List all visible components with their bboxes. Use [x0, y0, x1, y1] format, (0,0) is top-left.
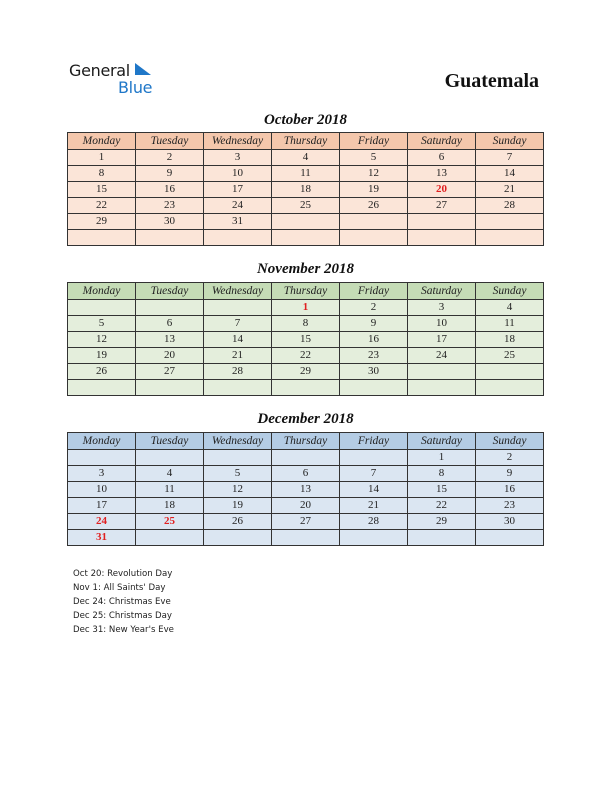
weekday-header: Monday [68, 283, 136, 300]
day-cell: 30 [136, 214, 204, 230]
day-cell [476, 530, 544, 546]
weekday-header-row [68, 283, 544, 300]
day-cell: 6 [272, 466, 340, 482]
day-cell: 16 [340, 332, 408, 348]
day-cell: 1 [68, 150, 136, 166]
week-row [68, 482, 544, 498]
week-row [68, 166, 544, 182]
day-cell: 11 [136, 482, 204, 498]
day-cell: 16 [476, 482, 544, 498]
day-cell [476, 380, 544, 396]
day-cell: 1 [272, 300, 340, 316]
day-cell [68, 230, 136, 246]
day-cell: 2 [476, 450, 544, 466]
week-row [68, 150, 544, 166]
day-cell: 6 [136, 316, 204, 332]
month-title-october: October 2018 [264, 112, 347, 128]
day-cell: 22 [272, 348, 340, 364]
day-cell: 2 [136, 150, 204, 166]
holiday-note: Oct 20: Revolution Day [73, 569, 173, 579]
day-cell [204, 530, 272, 546]
day-cell [476, 364, 544, 380]
week-row [68, 332, 544, 348]
weekday-header: Wednesday [204, 283, 272, 300]
weekday-header: Wednesday [204, 133, 272, 150]
day-cell: 1 [408, 450, 476, 466]
day-cell [136, 380, 204, 396]
day-cell: 10 [68, 482, 136, 498]
day-cell [408, 380, 476, 396]
day-cell [408, 230, 476, 246]
day-cell: 5 [204, 466, 272, 482]
calendar-december [67, 432, 544, 546]
day-cell: 4 [136, 466, 204, 482]
day-cell: 27 [136, 364, 204, 380]
day-cell: 19 [340, 182, 408, 198]
day-cell: 7 [476, 150, 544, 166]
week-row [68, 450, 544, 466]
day-cell [136, 530, 204, 546]
day-cell [136, 230, 204, 246]
day-cell [476, 230, 544, 246]
day-cell [204, 380, 272, 396]
day-cell [272, 450, 340, 466]
week-row [68, 380, 544, 396]
weekday-header-row [68, 433, 544, 450]
day-cell: 6 [408, 150, 476, 166]
day-cell: 22 [68, 198, 136, 214]
holiday-note: Dec 31: New Year's Eve [73, 625, 174, 635]
day-cell: 12 [340, 166, 408, 182]
day-cell: 17 [68, 498, 136, 514]
day-cell: 13 [408, 166, 476, 182]
logo-triangle-icon [135, 63, 151, 75]
day-cell: 7 [204, 316, 272, 332]
day-cell: 28 [340, 514, 408, 530]
month-title-november: November 2018 [256, 261, 355, 277]
week-row [68, 348, 544, 364]
day-cell: 3 [68, 466, 136, 482]
day-cell: 29 [408, 514, 476, 530]
day-cell: 5 [68, 316, 136, 332]
day-cell: 20 [408, 182, 476, 198]
day-cell [204, 300, 272, 316]
day-cell: 18 [136, 498, 204, 514]
generalblue-logo [69, 61, 169, 97]
day-cell: 23 [136, 198, 204, 214]
day-cell: 5 [340, 150, 408, 166]
week-row [68, 182, 544, 198]
day-cell: 31 [204, 214, 272, 230]
weekday-header: Friday [340, 433, 408, 450]
day-cell [204, 450, 272, 466]
day-cell: 13 [272, 482, 340, 498]
day-cell: 23 [476, 498, 544, 514]
day-cell: 8 [408, 466, 476, 482]
day-cell [340, 230, 408, 246]
day-cell [272, 380, 340, 396]
holiday-note: Dec 25: Christmas Day [73, 611, 172, 621]
day-cell: 23 [340, 348, 408, 364]
day-cell: 25 [476, 348, 544, 364]
day-cell [340, 450, 408, 466]
logo-word-general: General [69, 61, 130, 80]
weekday-header: Wednesday [204, 433, 272, 450]
day-cell: 8 [272, 316, 340, 332]
day-cell: 9 [136, 166, 204, 182]
weekday-header: Thursday [272, 133, 340, 150]
weekday-header: Monday [68, 433, 136, 450]
week-row [68, 300, 544, 316]
day-cell: 17 [408, 332, 476, 348]
day-cell [340, 530, 408, 546]
weekday-header: Sunday [476, 433, 544, 450]
weekday-header-row [68, 133, 544, 150]
day-cell [136, 450, 204, 466]
day-cell: 28 [204, 364, 272, 380]
day-cell: 21 [476, 182, 544, 198]
day-cell: 12 [68, 332, 136, 348]
day-cell: 11 [272, 166, 340, 182]
weekday-header: Sunday [476, 133, 544, 150]
day-cell: 9 [476, 466, 544, 482]
day-cell: 24 [68, 514, 136, 530]
weekday-header: Saturday [408, 283, 476, 300]
day-cell: 31 [68, 530, 136, 546]
day-cell: 26 [68, 364, 136, 380]
day-cell: 30 [340, 364, 408, 380]
week-row [68, 498, 544, 514]
day-cell: 19 [68, 348, 136, 364]
day-cell: 29 [68, 214, 136, 230]
day-cell [408, 364, 476, 380]
day-cell: 3 [408, 300, 476, 316]
day-cell [340, 380, 408, 396]
weekday-header: Thursday [272, 433, 340, 450]
day-cell: 12 [204, 482, 272, 498]
country-title: Guatemala [444, 70, 539, 92]
week-row [68, 230, 544, 246]
week-row [68, 466, 544, 482]
day-cell: 16 [136, 182, 204, 198]
day-cell: 27 [272, 514, 340, 530]
day-cell: 19 [204, 498, 272, 514]
week-row [68, 214, 544, 230]
weekday-header: Saturday [408, 133, 476, 150]
day-cell [68, 300, 136, 316]
day-cell: 11 [476, 316, 544, 332]
day-cell [204, 230, 272, 246]
day-cell: 2 [340, 300, 408, 316]
day-cell [476, 214, 544, 230]
weekday-header: Monday [68, 133, 136, 150]
day-cell: 25 [272, 198, 340, 214]
day-cell: 10 [204, 166, 272, 182]
day-cell: 3 [204, 150, 272, 166]
week-row [68, 514, 544, 530]
logo-word-blue: Blue [118, 78, 153, 97]
day-cell: 30 [476, 514, 544, 530]
week-row [68, 530, 544, 546]
weekday-header: Thursday [272, 283, 340, 300]
day-cell: 21 [340, 498, 408, 514]
weekday-header: Sunday [476, 283, 544, 300]
day-cell: 10 [408, 316, 476, 332]
day-cell: 24 [204, 198, 272, 214]
calendar-october [67, 132, 544, 246]
day-cell [272, 230, 340, 246]
day-cell: 4 [476, 300, 544, 316]
day-cell: 24 [408, 348, 476, 364]
day-cell: 20 [136, 348, 204, 364]
weekday-header: Saturday [408, 433, 476, 450]
day-cell: 14 [204, 332, 272, 348]
day-cell [272, 214, 340, 230]
weekday-header: Tuesday [136, 283, 204, 300]
holiday-note: Dec 24: Christmas Eve [73, 597, 171, 607]
day-cell: 27 [408, 198, 476, 214]
day-cell: 29 [272, 364, 340, 380]
day-cell: 15 [408, 482, 476, 498]
day-cell: 14 [476, 166, 544, 182]
day-cell [408, 214, 476, 230]
day-cell: 26 [204, 514, 272, 530]
day-cell: 4 [272, 150, 340, 166]
day-cell: 18 [476, 332, 544, 348]
day-cell [68, 380, 136, 396]
week-row [68, 316, 544, 332]
weekday-header: Tuesday [136, 433, 204, 450]
holiday-notes [73, 567, 174, 637]
day-cell: 25 [136, 514, 204, 530]
day-cell: 22 [408, 498, 476, 514]
day-cell: 26 [340, 198, 408, 214]
day-cell [272, 530, 340, 546]
day-cell: 18 [272, 182, 340, 198]
day-cell [408, 530, 476, 546]
day-cell: 21 [204, 348, 272, 364]
day-cell: 20 [272, 498, 340, 514]
day-cell: 7 [340, 466, 408, 482]
day-cell [68, 450, 136, 466]
weekday-header: Tuesday [136, 133, 204, 150]
day-cell [136, 300, 204, 316]
day-cell [340, 214, 408, 230]
weekday-header: Friday [340, 133, 408, 150]
day-cell: 28 [476, 198, 544, 214]
day-cell: 15 [272, 332, 340, 348]
holiday-note: Nov 1: All Saints' Day [73, 583, 166, 593]
day-cell: 14 [340, 482, 408, 498]
day-cell: 8 [68, 166, 136, 182]
day-cell: 17 [204, 182, 272, 198]
week-row [68, 364, 544, 380]
day-cell: 9 [340, 316, 408, 332]
day-cell: 13 [136, 332, 204, 348]
day-cell: 15 [68, 182, 136, 198]
month-title-december: December 2018 [257, 411, 354, 427]
week-row [68, 198, 544, 214]
calendar-november [67, 282, 544, 396]
weekday-header: Friday [340, 283, 408, 300]
